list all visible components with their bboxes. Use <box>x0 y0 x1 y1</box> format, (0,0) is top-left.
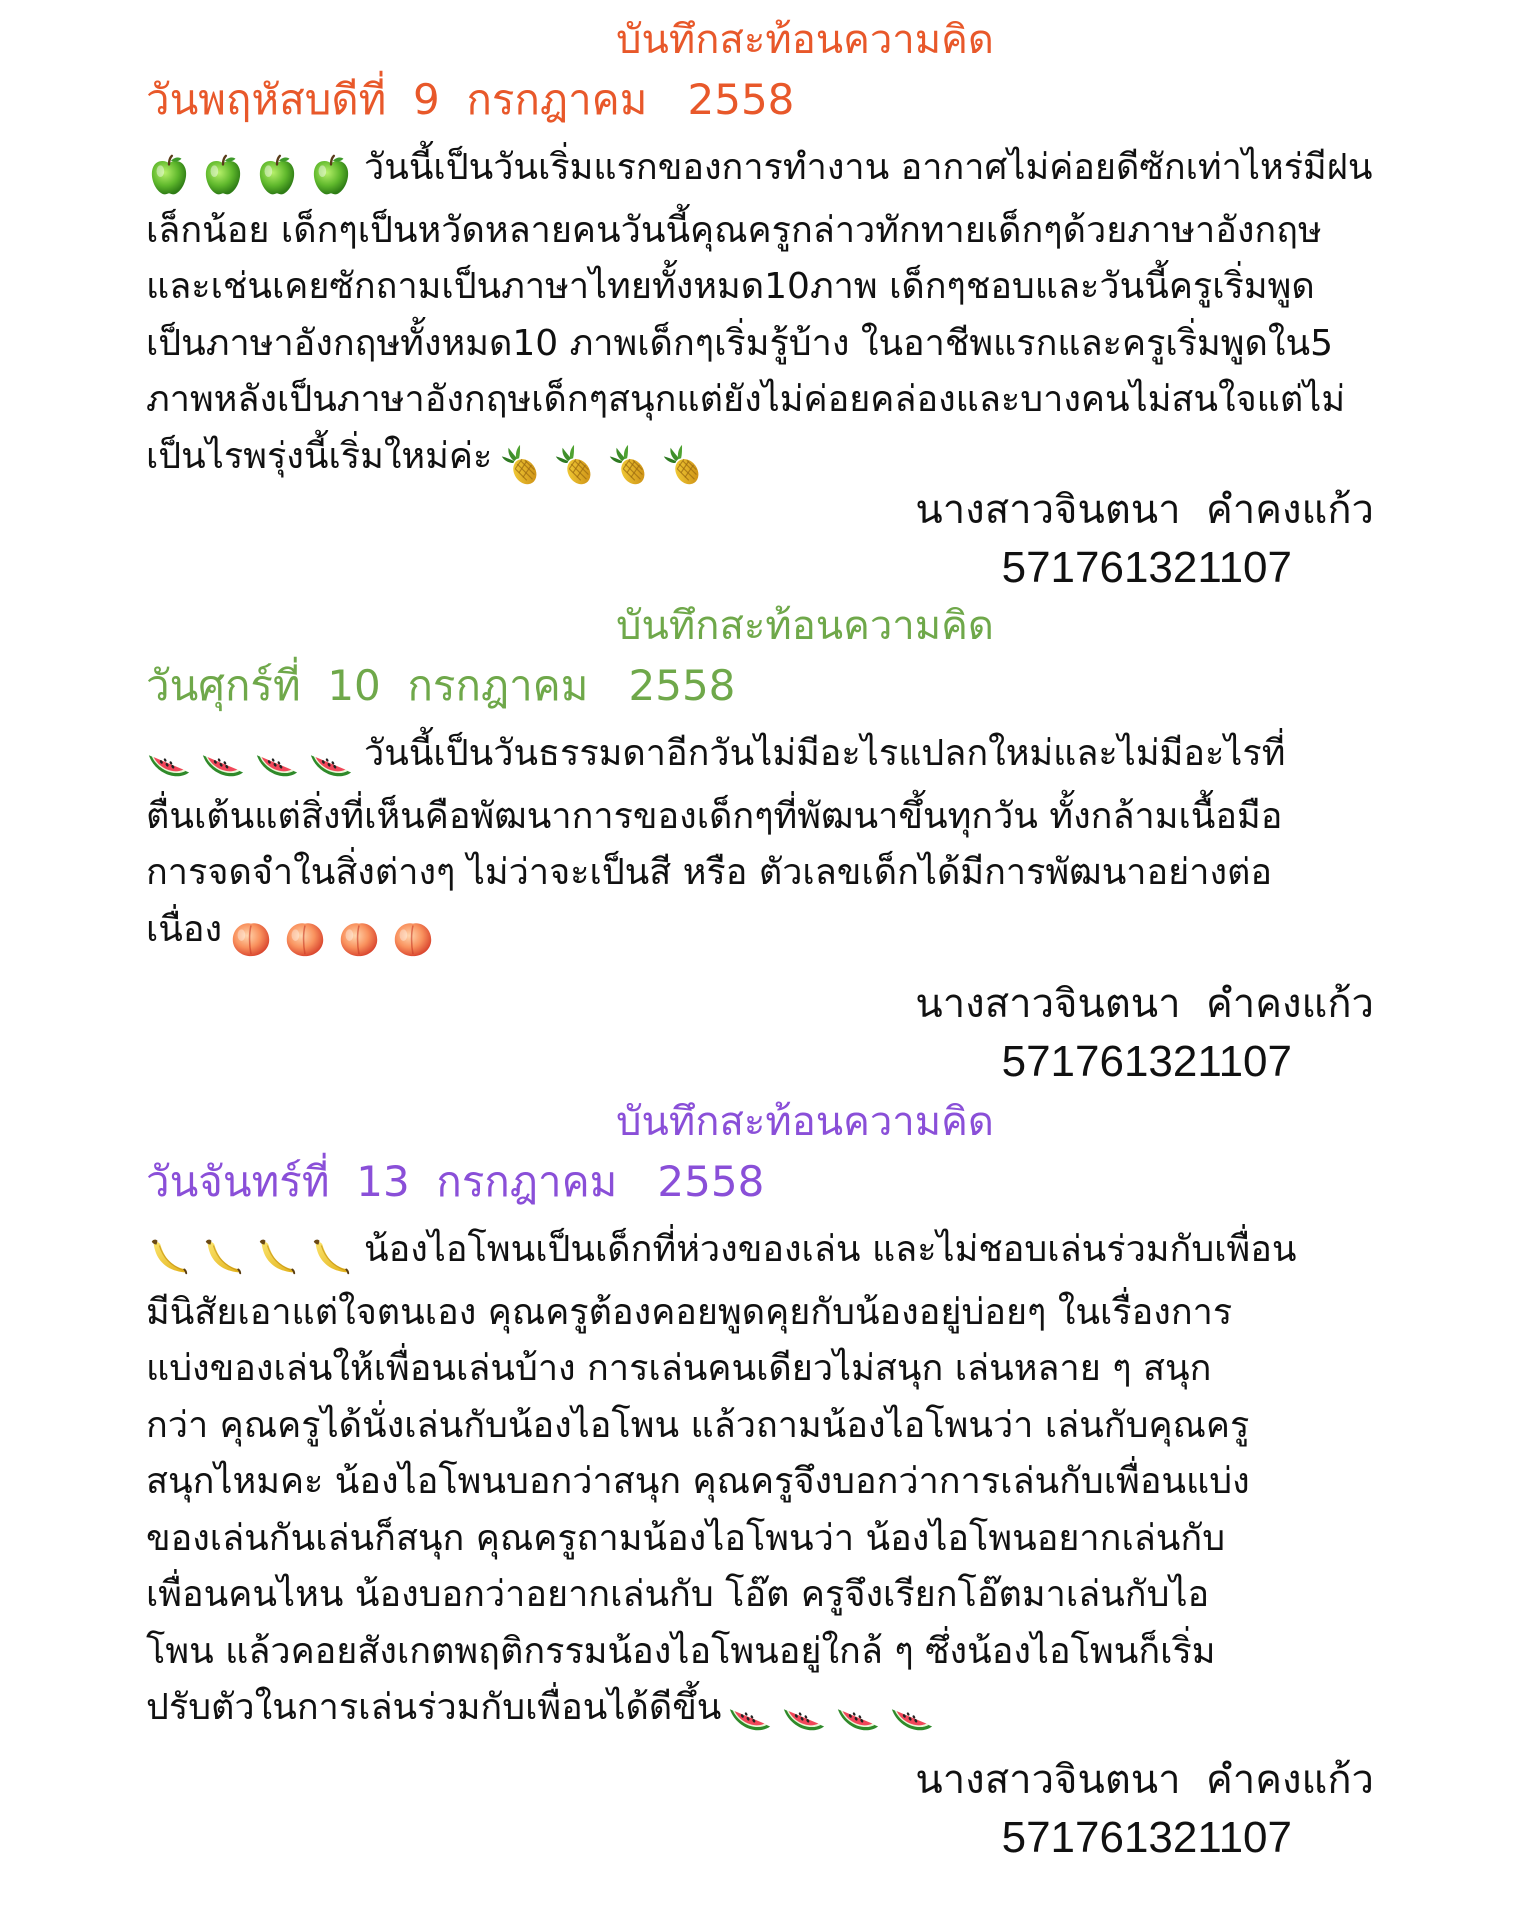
body-line: เพื่อนคนไหน น้องบอกว่าอยากเล่นกับ โอ๊ต ครูจึงเรียกโอ๊ตมาเล่นกับไอ <box>146 1574 1210 1615</box>
watermelon-icon <box>146 738 192 784</box>
watermelon-icon <box>781 1692 827 1738</box>
green-apple-icon <box>200 152 246 198</box>
watermelon-icon <box>835 1692 881 1738</box>
student-id: 571761321107 <box>1001 543 1292 592</box>
author-signature: นางสาวจินตนา คำคงแก้ว <box>915 981 1374 1027</box>
lead-emoji-row <box>146 732 362 789</box>
pineapple-icon <box>552 441 598 487</box>
body-line <box>146 140 1386 203</box>
entry-date: วันพฤหัสบดีที่ 9 กรกฎาคม 2558 <box>146 75 795 124</box>
body-line: เป็นภาษาอังกฤษทั้งหมด10 ภาพเด็กๆเริ่มรู้บ้าง ในอาชีพแรกและครูเริ่มพูดใน5 <box>146 322 1333 364</box>
body-text: วันนี้เป็นวันเริ่มแรกของการทำงาน อากาศไม่ค่อยดีซักเท่าไหร่มีฝน <box>364 147 1373 188</box>
body-line <box>146 1680 1386 1743</box>
student-id: 571761321107 <box>1001 1813 1292 1862</box>
peach-icon <box>282 914 328 960</box>
pineapple-icon <box>660 441 706 487</box>
body-line: โพน แล้วคอยสังเกตพฤติกรรมน้องไอโพนอยู่ใกล้ ๆ ซึ่งน้องไอโพนก็เริ่ม <box>146 1630 1216 1672</box>
pineapple-icon <box>606 441 652 487</box>
body-line: ภาพหลังเป็นภาษาอังกฤษเด็กๆสนุกแต่ยังไม่ค่อยคล่องและบางคนไม่สนใจแต่ไม่ <box>146 379 1346 420</box>
banana-icon <box>200 1234 246 1280</box>
lead-emoji-row <box>146 146 362 203</box>
peach-icon <box>390 914 436 960</box>
body-line: มีนิสัยเอาแต่ใจตนเอง คุณครูต้องคอยพูดคุยกับน้องอยู่บ่อยๆ ในเรื่องการ <box>146 1291 1233 1333</box>
body-line: ของเล่นกันเล่นก็สนุก คุณครูถามน้องไอโพนว่า น้องไอโพนอยากเล่นกับ <box>146 1517 1226 1559</box>
peach-icon <box>228 914 274 960</box>
body-line <box>146 726 1386 789</box>
entry-title: บันทึกสะท้อนความคิด <box>616 603 994 649</box>
watermelon-icon <box>889 1692 935 1738</box>
body-line: สนุกไหมคะ น้องไอโพนบอกว่าสนุก คุณครูจึงบอกว่าการเล่นกับเพื่อนแบ่ง <box>146 1461 1250 1502</box>
body-line <box>146 1222 1386 1285</box>
body-text: ปรับตัวในการเล่นร่วมกับเพื่อนได้ดีขึ้น <box>146 1687 722 1728</box>
peach-icon <box>336 914 382 960</box>
student-id: 571761321107 <box>1001 1037 1292 1086</box>
body-text: เนื่อง <box>146 908 223 950</box>
watermelon-icon <box>308 738 354 784</box>
body-line <box>146 902 1386 965</box>
pineapple-icon <box>498 441 544 487</box>
body-line: เล็กน้อย เด็กๆเป็นหวัดหลายคนวันนี้คุณครูกล่าวทักทายเด็กๆด้วยภาษาอังกฤษ <box>146 209 1322 251</box>
entry-body <box>146 140 1386 491</box>
watermelon-icon <box>727 1692 773 1738</box>
lead-emoji-row <box>146 1228 362 1285</box>
body-text: วันนี้เป็นวันธรรมดาอีกวันไม่มีอะไรแปลกใหม่และไม่มีอะไรที่ <box>364 733 1286 774</box>
body-line: แบ่งของเล่นให้เพื่อนเล่นบ้าง การเล่นคนเดียวไม่สนุก เล่นหลาย ๆ สนุก <box>146 1348 1212 1389</box>
banana-icon <box>308 1234 354 1280</box>
green-apple-icon <box>146 152 192 198</box>
watermelon-icon <box>200 738 246 784</box>
body-line: กว่า คุณครูได้นั่งเล่นกับน้องไอโพน แล้วถามน้องไอโพนว่า เล่นกับคุณครู <box>146 1404 1250 1446</box>
author-signature: นางสาวจินตนา คำคงแก้ว <box>915 487 1374 533</box>
banana-icon <box>146 1234 192 1280</box>
body-line: ตื่นเต้นแต่สิ่งที่เห็นคือพัฒนาการของเด็กๆที่พัฒนาขึ้นทุกวัน ทั้งกล้ามเนื้อมือ <box>146 795 1283 837</box>
trail-emoji-row <box>228 908 444 965</box>
author-signature: นางสาวจินตนา คำคงแก้ว <box>915 1757 1374 1803</box>
banana-icon <box>254 1234 300 1280</box>
trail-emoji-row <box>727 1686 943 1743</box>
body-text: น้องไอโพนเป็นเด็กที่ห่วงของเล่น และไม่ชอบเล่นร่วมกับเพื่อน <box>364 1229 1297 1270</box>
watermelon-icon <box>254 738 300 784</box>
green-apple-icon <box>254 152 300 198</box>
body-text: เป็นไรพรุ่งนี้เริ่มใหม่ค่ะ <box>146 435 493 477</box>
body-line: และเช่นเคยซักถามเป็นภาษาไทยทั้งหมด10ภาพ เด็กๆชอบและวันนี้ครูเริ่มพูด <box>146 266 1315 307</box>
entry-date: วันจันทร์ที่ 13 กรกฎาคม 2558 <box>146 1157 765 1206</box>
entry-body <box>146 1222 1386 1743</box>
entry-title: บันทึกสะท้อนความคิด <box>616 1099 994 1145</box>
green-apple-icon <box>308 152 354 198</box>
entry-date: วันศุกร์ที่ 10 กรกฎาคม 2558 <box>146 661 736 710</box>
entry-body <box>146 726 1386 964</box>
body-line: การจดจำในสิ่งต่างๆ ไม่ว่าจะเป็นสี หรือ ตัวเลขเด็กได้มีการพัฒนาอย่างต่อ <box>146 852 1273 893</box>
entry-title: บันทึกสะท้อนความคิด <box>616 17 994 63</box>
